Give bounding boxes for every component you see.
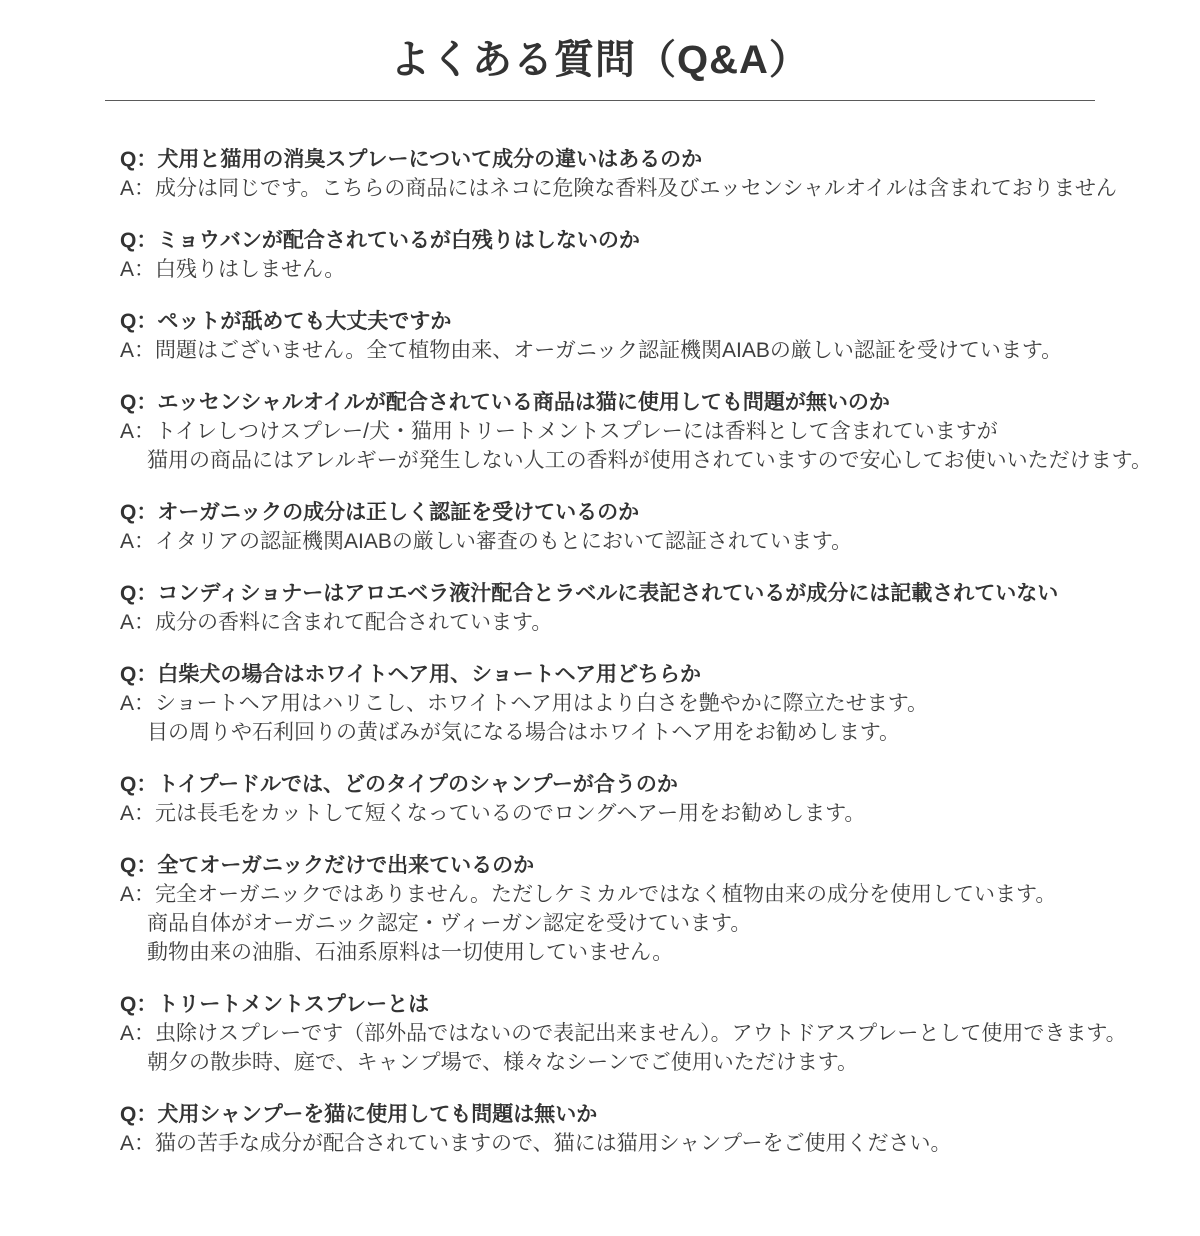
question-text: Q：オーガニックの成分は正しく認証を受けているのか <box>120 501 640 524</box>
question-text: Q：トリートメントスプレーとは <box>120 993 430 1016</box>
qa-block <box>120 307 1130 365</box>
answer-text: A：イタリアの認証機関AIABの厳しい審査のもとにおいて認証されています。 <box>120 530 853 553</box>
answer-text: 猫用の商品にはアレルギーが発生しない人工の香料が使用されていますので安心してお使いいただけます。 <box>147 449 1152 472</box>
answer-text: A：成分は同じです。こちらの商品にはネコに危険な香料及びエッセンシャルオイルは含まれておりません <box>120 177 1117 200</box>
answer-text: 朝夕の散歩時、庭で、キャンプ場で、様々なシーンでご使用いただけます。 <box>147 1051 859 1074</box>
qa-block <box>120 1100 1130 1158</box>
question-text: Q：白柴犬の場合はホワイトヘア用、ショートヘア用どちらか <box>120 663 702 686</box>
question-text: Q：ペットが舐めても大丈夫ですか <box>120 310 452 333</box>
question-text: Q：犬用と猫用の消臭スプレーについて成分の違いはあるのか <box>120 148 703 171</box>
page-title: よくある質問（Q&A） <box>390 38 810 82</box>
question-text: Q：ミョウバンが配合されているが白残りはしないのか <box>120 229 640 252</box>
question-text: Q：犬用シャンプーを猫に使用しても問題は無いか <box>120 1103 598 1126</box>
qa-block <box>120 388 1152 475</box>
faq-page <box>0 36 1200 1236</box>
question-text: Q：エッセンシャルオイルが配合されている商品は猫に使用しても問題が無いのか <box>120 391 890 414</box>
answer-text: 商品自体がオーガニック認定・ヴィーガン認定を受けています。 <box>147 912 752 935</box>
qa-block <box>120 498 1130 556</box>
question-text: Q：コンディショナーはアロエベラ液汁配合とラベルに表記されているが成分には記載されていない <box>120 582 1059 605</box>
qa-block <box>120 579 1130 637</box>
answer-text: A：白残りはしません。 <box>120 258 346 281</box>
answer-text: A：虫除けスプレーです（部外品ではないので表記出来ません）。アウトドアスプレーとして使用できます。 <box>120 1022 1127 1045</box>
title-divider <box>105 100 1095 101</box>
answer-text: A：完全オーガニックではありません。ただしケミカルではなく植物由来の成分を使用しています。 <box>120 883 1057 906</box>
answer-text: A：猫の苦手な成分が配合されていますので、猫には猫用シャンプーをご使用ください。 <box>120 1132 952 1155</box>
answer-text: A：トイレしつけスプレー/犬・猫用トリートメントスプレーには香料として含まれていますが <box>120 420 998 443</box>
answer-text: 動物由来の油脂、石油系原料は一切使用していません。 <box>147 941 674 964</box>
answer-text: 目の周りや石利回りの黄ばみが気になる場合はホワイトヘア用をお勧めします。 <box>147 721 901 744</box>
qa-block <box>120 770 1130 828</box>
answer-text: A：成分の香料に含まれて配合されています。 <box>120 611 553 634</box>
faq-list <box>120 145 1152 1158</box>
qa-block <box>120 145 1130 203</box>
qa-block <box>120 851 1130 967</box>
qa-block <box>120 226 1130 284</box>
qa-block <box>120 990 1130 1077</box>
answer-text: A：問題はございません。全て植物由来、オーガニック認証機関AIABの厳しい認証を受けています。 <box>120 339 1063 362</box>
answer-text: A：元は長毛をカットして短くなっているのでロングヘアー用をお勧めします。 <box>120 802 866 825</box>
question-text: Q：全てオーガニックだけで出来ているのか <box>120 854 535 877</box>
question-text: Q：トイプードルでは、どのタイプのシャンプーが合うのか <box>120 773 678 796</box>
qa-block <box>120 660 1130 747</box>
answer-text: A：ショートヘア用はハリこし、ホワイトヘア用はより白さを艶やかに際立たせます。 <box>120 692 929 715</box>
